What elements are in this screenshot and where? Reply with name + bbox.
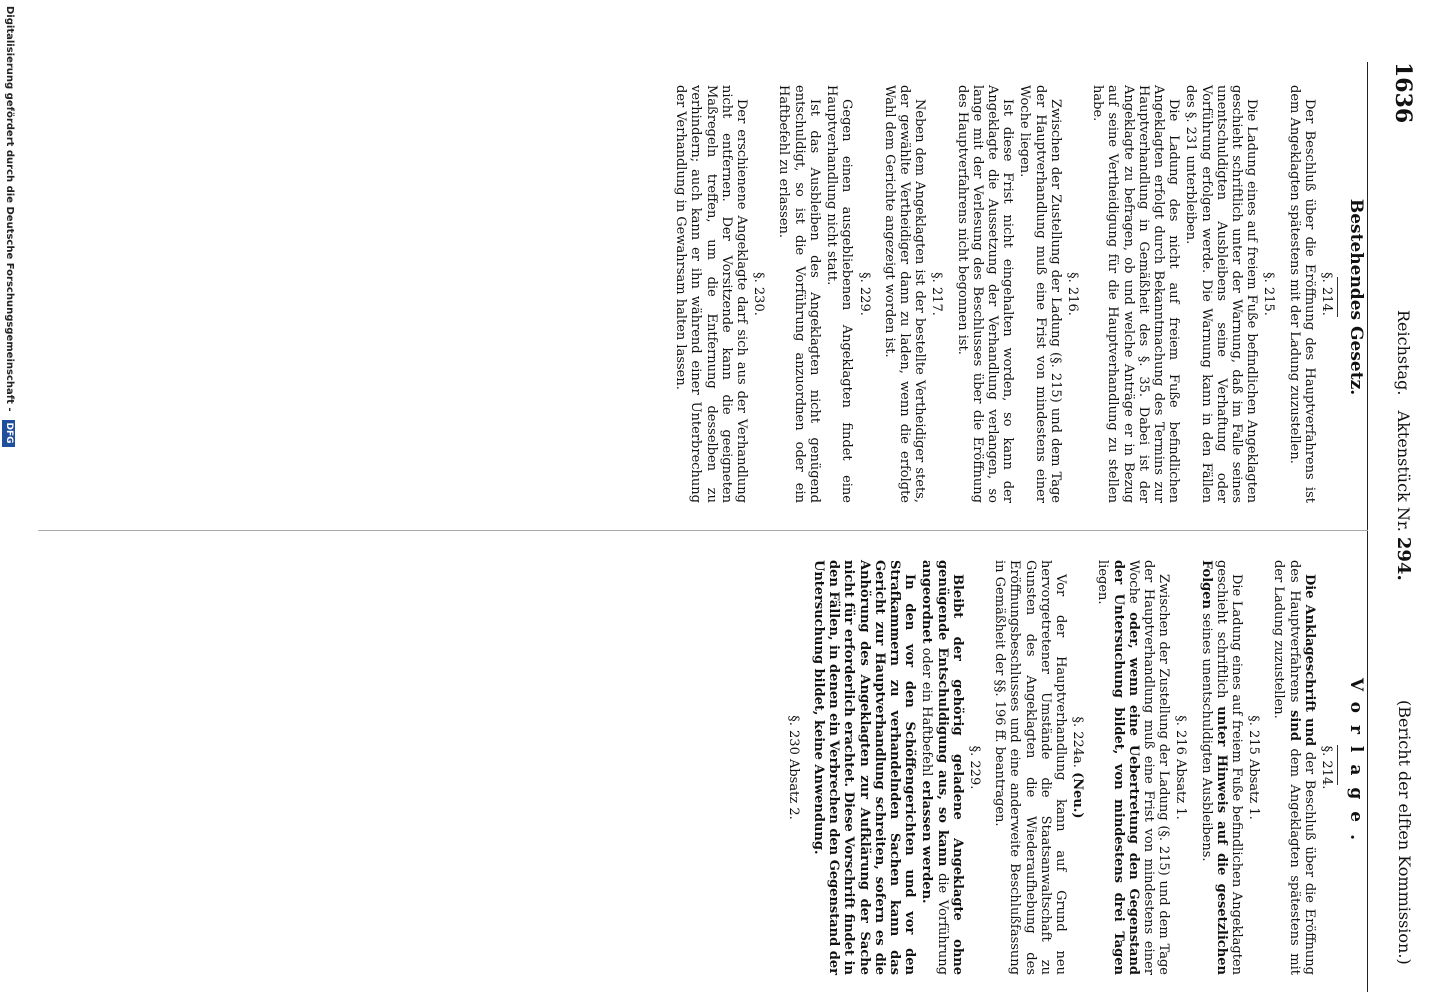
right-title-rule (1337, 745, 1338, 785)
header-title (1393, 310, 1414, 581)
paragraph (1271, 560, 1317, 975)
section-230-old (673, 85, 766, 503)
header-aktenstueck: Aktenstück Nr. (1394, 410, 1413, 532)
left-title-rule (1337, 277, 1338, 317)
bold-text: unter Hinweis auf die gesetzlichen Folgen (1198, 560, 1229, 975)
section-heading: §. 229. (856, 272, 872, 316)
header-rule (1367, 62, 1368, 992)
bold-text: Die Anklageschrift und (1301, 574, 1317, 747)
bold-text: angeordnet (919, 560, 935, 644)
footer-credit (0, 6, 24, 1006)
section-216-new (1095, 560, 1188, 975)
column-divider (38, 530, 1368, 531)
paragraph: Der Beschluß über die Eröffnung des Hauptverfahrens ist dem Angeklagten spätestens mit der Ladung zuzustellen. (1286, 85, 1317, 503)
paragraph: Der erschienene Angeklagte darf sich aus der Verhandlung nicht entfernen. Der Vorsitzende kann die geeigneten Maßregeln treffen, um die Entfernung desselben zu verhindern; auch kann er ihn während einer Unterbrechung der Verhandlung in Gewahrsam halten lassen. (673, 85, 750, 503)
paragraph: Neben dem Angeklagten ist der bestellte Vertheidiger stets, der gewählte Vertheidiger dann zu laden, wenn die erfolgte Wahl dem Gerichte angezeigt worden ist. (881, 85, 928, 503)
section-216-old (954, 85, 1080, 503)
section-229-new (811, 560, 982, 975)
section-heading: §. 215. (1261, 272, 1277, 316)
paragraph: Die Ladung eines auf freiem Fuße befindlichen Angeklagten geschieht schriftlich unter der Warnung, daß im Falle seines unentschuldigten Ausbleibens seine Verhaftung oder Vorführung erfolgen werde. Die Warnung kann in den Fällen des §. 231 unterbleiben. (1183, 85, 1260, 503)
new-marker: (Neu.) (1070, 772, 1086, 819)
paragraph: Ist diese Frist nicht eingehalten worden, so kann der Angeklagte die Aussetzung der Verhandlung verlangen, so lange mit der Verlesung des Beschlusses über die Eröffnung des Hauptverfahrens nicht begonnen ist. (954, 85, 1016, 503)
dfg-logo: DFG (2, 420, 15, 447)
section-heading: §. 229. (966, 745, 982, 790)
section-229-old (776, 85, 871, 503)
page-number: 1636 (1390, 62, 1416, 124)
paragraph (1095, 560, 1171, 975)
left-column-title: Bestehendes Gesetz. (1346, 198, 1366, 396)
paragraph: Die Ladung des nicht auf freiem Fuße befindlichen Angeklagten erfolgt durch Bekanntmachung des Termins zur Hauptverhandlung in Gemäßheit des §. 35. Dabei ist der Angeklagte zu befragen, ob und welche Anträge er in Bezug auf seine Vertheidigung für die Hauptverhandlung zu stellen habe. (1090, 85, 1182, 503)
section-number: §. 224a. (1070, 716, 1086, 768)
header-number: 294. (1393, 536, 1414, 581)
section-heading: §. 230. (751, 272, 767, 316)
text: seines unentschuldigten Ausbleibens. (1198, 608, 1214, 862)
section-heading (1070, 560, 1085, 975)
bold-text: oder, wenn eine Uebertretung den Gegenstand der Untersuchung bildet, von mindestens drei Tagen (1110, 560, 1141, 975)
paragraph: Ist das Ausbleiben des Angeklagten nicht genügend entschuldigt, so ist die Vorführung anzuordnen oder ein Haftbefehl zu erlassen. (776, 85, 822, 503)
paragraph: Gegen einen ausgebliebenen Angeklagten findet eine Hauptverhandlung nicht statt. (824, 85, 855, 503)
page-header (1372, 0, 1422, 1000)
header-reichstag: Reichstag. (1394, 310, 1413, 396)
text: liegen. (1095, 560, 1111, 605)
footer-text: Digitalisierung gefördert durch die Deutsche Forschungsgemeinschaft - (4, 6, 15, 412)
bold-text: erlassen werden. (919, 780, 935, 904)
section-heading: §. 216. (1064, 272, 1080, 316)
header-note: (Bericht der elften Kommission.) (1395, 700, 1414, 965)
section-heading: §. 215 Absatz 1. (1246, 715, 1262, 820)
left-column (663, 85, 1334, 503)
section-214-new (1271, 560, 1334, 975)
bold-text: Bleibt der gehörig geladene Angeklagte ohne genügende Entschuldigung aus, so kann (934, 560, 965, 975)
section-heading: §. 214. (1319, 272, 1334, 316)
section-224a-new (992, 560, 1085, 975)
paragraph (919, 560, 965, 975)
section-215-new (1198, 560, 1261, 975)
paragraph: In den vor den Schöffengerichten und vor den Strafkammern zu verhandelnden Sachen kann das Gericht zur Hauptverhandlung schreiten, sofern es die Anhörung des Angeklagten zur Aufklärung der Sache nicht für erforderlich erachtet. Diese Vorschrift findet in den Fällen, in denen ein Verbrechen den Gegenstand der Untersuchung bildet, keine Anwendung. (810, 560, 918, 975)
text: die Vorführung (934, 866, 950, 976)
paragraph (1198, 560, 1244, 975)
text: Zwischen der Zustellung der Ladung (§. 215) und dem Tage der Hauptverhandlung muß eine Frist von mindestens einer Woche (1125, 560, 1172, 975)
text: dem Angeklagten spätestens mit der Ladung zuzustellen. (1271, 560, 1302, 975)
text: oder ein Haftbefehl (919, 643, 935, 781)
section-heading: §. 230 Absatz 2. (785, 715, 801, 820)
bold-text: sind (1286, 710, 1302, 741)
text: Die Ladung eines auf freiem Fuße befindlichen Angeklagten geschieht schriftlich (1213, 560, 1244, 975)
section-heading: §. 216 Absatz 1. (1173, 715, 1189, 820)
section-214-old (1286, 85, 1334, 503)
paragraph: Zwischen der Zustellung der Ladung (§. 215) und dem Tage der Hauptverhandlung muß eine Frist von mindestens einer Woche liegen. (1017, 85, 1063, 503)
section-heading: §. 217. (929, 272, 945, 316)
right-column-title: Vorlage. (1346, 677, 1366, 853)
paragraph: Vor der Hauptverhandlung kann auf Grund neu hervorgetretener Umstände die Staatsanwaltschaft zu Gunsten des Angeklagten die Wiederaufhebung des Eröffnungsbeschlusses und eine anderweite Beschlußfassung in Gemäßheit der §§. 196 ff. beantragen. (992, 560, 1068, 975)
section-215-old (1090, 85, 1276, 503)
right-column (776, 560, 1335, 975)
section-217-old (882, 85, 945, 503)
section-230-new (786, 560, 801, 975)
section-heading: §. 214. (1319, 745, 1334, 790)
text: der Beschluß über die Eröffnung des Hauptverfahrens (1286, 560, 1317, 975)
